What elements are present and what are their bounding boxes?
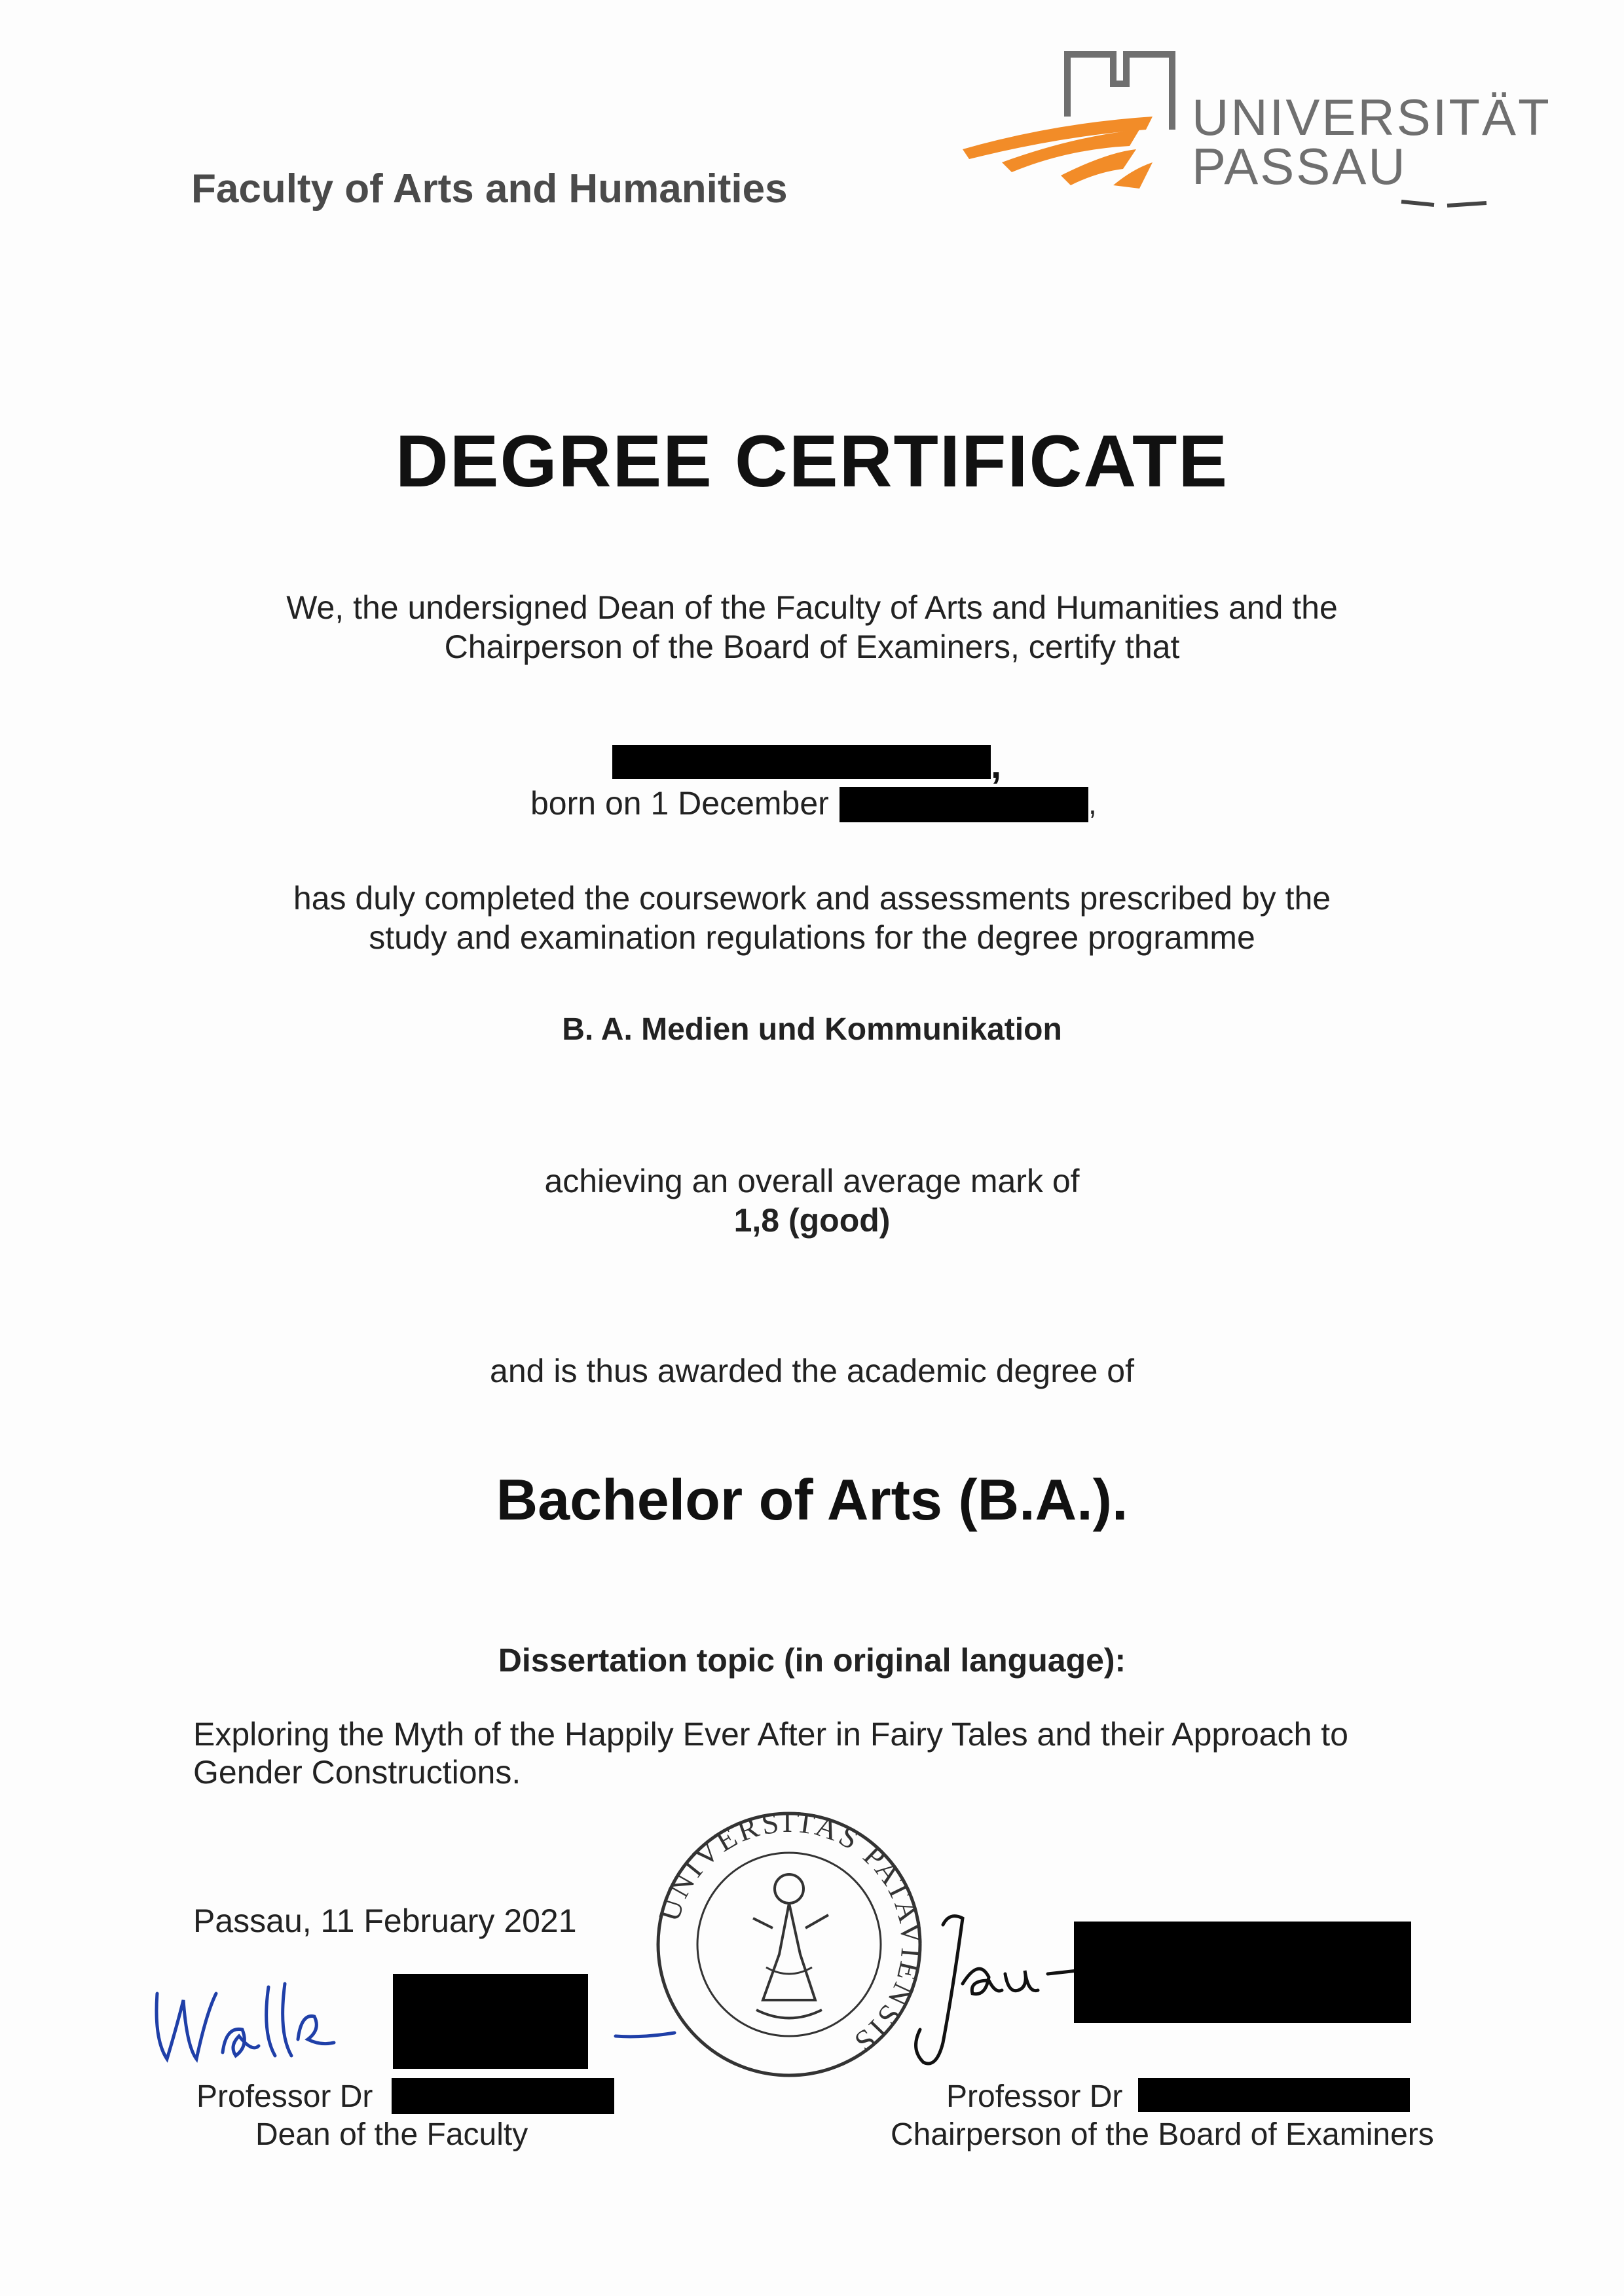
seal-text: UNIVERSITAS PATAVIENSIS [652, 1804, 929, 2061]
dean-title: Professor Dr [196, 2079, 373, 2114]
birth-date-text: born on 1 December [530, 785, 829, 822]
redacted-birth-year-place [840, 787, 1088, 822]
completion-line-1: has duly completed the coursework and assessments prescribed by the [293, 880, 1331, 917]
mark-intro: achieving an overall average mark of [544, 1163, 1080, 1199]
dissertation-line-1: Exploring the Myth of the Happily Ever After in Fairy Tales and their Approach to [193, 1716, 1348, 1753]
svg-text:UNIVERSITAS PATAVIENSIS [652, 1805, 929, 2060]
dean-role: Dean of the Faculty [255, 2117, 528, 2152]
completion-line-2: study and examination regulations for the degree programme [369, 919, 1255, 956]
completion-paragraph [157, 879, 1467, 957]
overall-mark: 1,8 (good) [733, 1202, 891, 1239]
intro-line-2: Chairperson of the Board of Examiners, certify that [444, 629, 1180, 665]
intro-paragraph [157, 588, 1467, 666]
redacted-dean-signature-name [393, 1974, 588, 2069]
university-seal-icon [648, 1804, 930, 2085]
awarded-text: and is thus awarded the academic degree of [490, 1353, 1134, 1389]
redacted-chair-signature-name [1074, 1922, 1411, 2023]
redacted-dean-name [392, 2078, 614, 2114]
name-comma: , [991, 744, 1002, 786]
born-comma: , [1088, 786, 1097, 820]
degree-name: Bachelor of Arts (B.A.). [496, 1467, 1128, 1532]
chair-title: Professor Dr [946, 2079, 1123, 2114]
faculty-name: Faculty of Arts and Humanities [191, 166, 788, 211]
logo-text-line2: PASSAU [1192, 137, 1407, 195]
dissertation-heading: Dissertation topic (in original language): [498, 1642, 1126, 1679]
redacted-chair-name [1138, 2078, 1410, 2112]
chair-role: Chairperson of the Board of Examiners [891, 2117, 1434, 2152]
degree-programme: B. A. Medien und Kommunikation [562, 1012, 1062, 1047]
logo-text-line1: UNIVERSITÄT [1192, 88, 1551, 146]
certificate-title: DEGREE CERTIFICATE [395, 420, 1229, 502]
redacted-name [612, 745, 991, 779]
place-date: Passau, 11 February 2021 [193, 1903, 577, 1939]
dissertation-line-2: Gender Constructions. [193, 1754, 521, 1791]
intro-line-1: We, the undersigned Dean of the Faculty of Arts and Humanities and the [286, 589, 1338, 626]
dissertation-topic [193, 1715, 1437, 1791]
